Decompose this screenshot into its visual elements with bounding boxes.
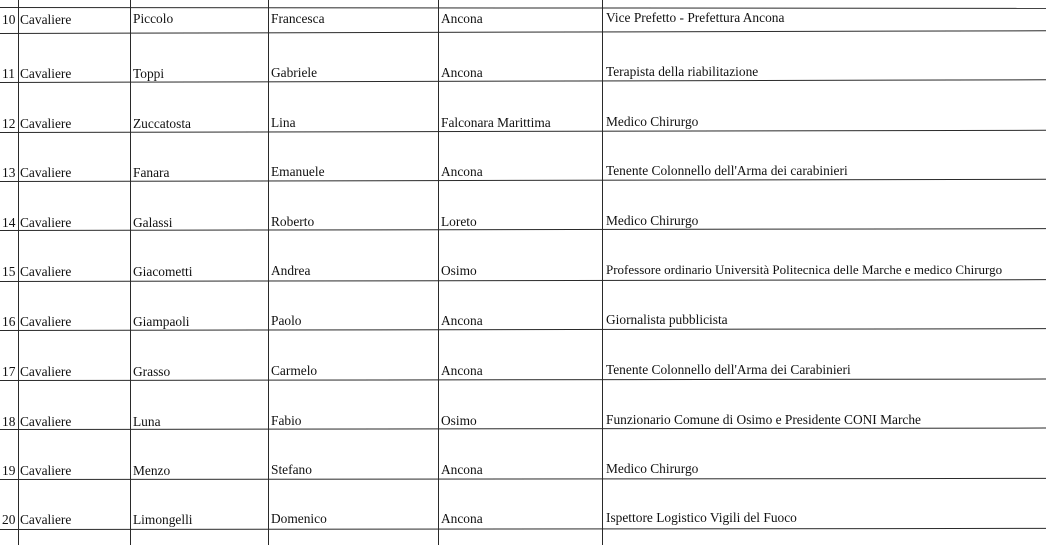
role: Tenente Colonnello dell'Arma dei Carabinieri — [606, 362, 851, 377]
honor-rank: Cavaliere — [20, 364, 72, 379]
row-number: 16 — [2, 314, 16, 329]
role: Tenente Colonnello dell'Arma dei carabinieri — [606, 163, 848, 178]
role: Medico Chirurgo — [606, 213, 699, 228]
honor-rank: Cavaliere — [20, 314, 72, 329]
table-row — [0, 148, 1046, 197]
table-row — [0, 347, 1046, 396]
surname: Fanara — [133, 165, 170, 180]
role: Professore ordinario Università Politecnica delle Marche e medico Chirurgo — [606, 262, 1003, 277]
city: Ancona — [441, 313, 483, 328]
first-name: Stefano — [271, 462, 312, 477]
row-number: 12 — [2, 116, 16, 131]
city: Ancona — [441, 462, 483, 477]
role: Terapista della riabilitazione — [606, 64, 759, 79]
role: Giornalista pubblicista — [606, 312, 728, 327]
row-number: 19 — [2, 463, 16, 478]
first-name: Lina — [271, 115, 296, 130]
first-name: Andrea — [271, 263, 311, 278]
surname: Piccolo — [133, 11, 174, 26]
city: Falconara Marittima — [441, 115, 551, 130]
table-row — [0, 496, 1046, 545]
surname: Zuccatosta — [133, 116, 191, 131]
city: Ancona — [441, 363, 483, 378]
row-number: 17 — [2, 364, 16, 379]
row-number: 13 — [2, 165, 16, 180]
honor-rank: Cavaliere — [20, 512, 72, 527]
table-row — [0, 397, 1046, 446]
surname: Giampaoli — [133, 314, 190, 329]
table-row — [0, 49, 1046, 98]
surname: Giacometti — [133, 264, 193, 279]
table-row — [0, 446, 1046, 495]
city: Ancona — [441, 11, 483, 26]
row-number: 10 — [2, 12, 16, 27]
honor-rank: Cavaliere — [20, 463, 72, 478]
city: Osimo — [441, 413, 477, 428]
first-name: Domenico — [271, 511, 327, 526]
honor-rank: Cavaliere — [20, 264, 72, 279]
surname: Menzo — [133, 463, 171, 478]
honor-rank: Cavaliere — [20, 116, 72, 131]
table-row — [0, 0, 1046, 49]
role: Vice Prefetto - Prefettura Ancona — [606, 10, 785, 25]
row-number: 20 — [2, 512, 16, 527]
honor-rank: Cavaliere — [20, 215, 72, 230]
table-row — [0, 198, 1046, 247]
honor-rank: Cavaliere — [20, 12, 72, 27]
first-name: Francesca — [271, 11, 325, 26]
table-row — [0, 99, 1046, 148]
first-name: Emanuele — [271, 164, 325, 179]
row-number: 15 — [2, 264, 16, 279]
city: Ancona — [441, 511, 483, 526]
role: Medico Chirurgo — [606, 461, 699, 476]
surname: Luna — [133, 414, 161, 429]
city: Ancona — [441, 164, 483, 179]
first-name: Carmelo — [271, 363, 318, 378]
first-name: Paolo — [271, 313, 302, 328]
row-number: 18 — [2, 414, 16, 429]
city: Ancona — [441, 65, 483, 80]
city: Osimo — [441, 263, 477, 278]
surname: Galassi — [133, 215, 173, 230]
row-number: 14 — [2, 215, 16, 230]
surname: Grasso — [133, 364, 171, 379]
first-name: Gabriele — [271, 65, 318, 80]
table-row — [0, 297, 1046, 346]
role: Medico Chirurgo — [606, 114, 699, 129]
honor-rank: Cavaliere — [20, 66, 72, 81]
first-name: Roberto — [271, 214, 315, 229]
table-row — [0, 248, 1046, 297]
role: Ispettore Logistico Vigili del Fuoco — [606, 510, 797, 525]
honor-rank: Cavaliere — [20, 414, 72, 429]
city: Loreto — [441, 214, 477, 229]
honor-rank: Cavaliere — [20, 165, 72, 180]
surname: Toppi — [133, 66, 165, 81]
first-name: Fabio — [271, 413, 302, 428]
surname: Limongelli — [133, 512, 193, 527]
role: Funzionario Comune di Osimo e Presidente CONI Marche — [606, 412, 921, 427]
row-number: 11 — [2, 66, 15, 81]
